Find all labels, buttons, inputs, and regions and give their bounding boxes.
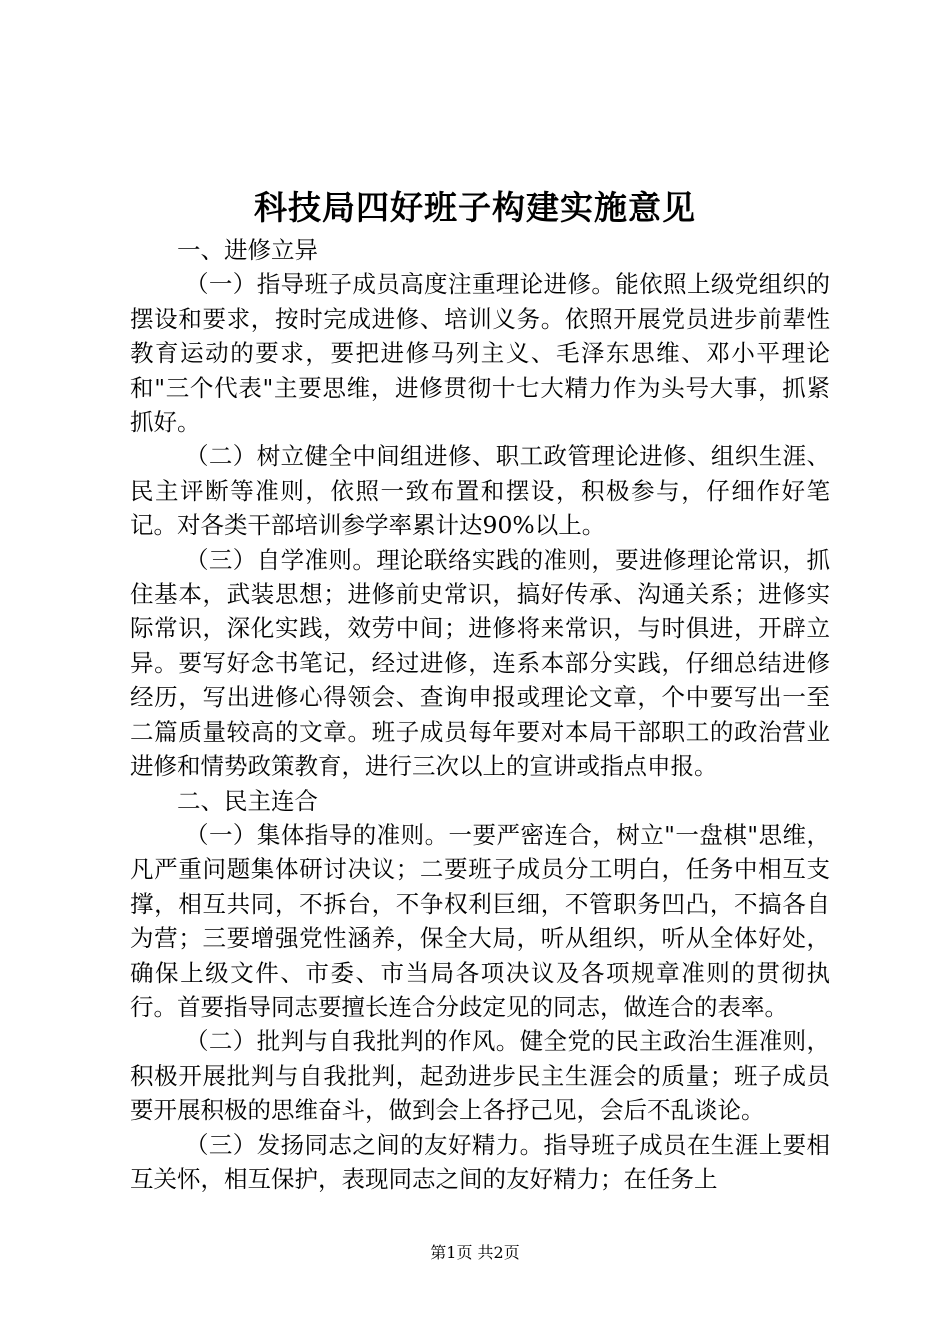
document-body [130, 233, 830, 1196]
paragraph-2-2: （二）批判与自我批判的作风。健全党的民主政治生涯准则，积极开展批判与自我批判，起劲进步民主生涯会的质量；班子成员要开展积极的思维奋斗，做到会上各抒己见，会后不乱谈论。 [130, 1027, 830, 1125]
paragraph-2-3: （三）发扬同志之间的友好精力。指导班子成员在生涯上要相互关怀，相互保护，表现同志之间的友好精力；在任务上 [130, 1130, 830, 1193]
section-heading-1: 一、进修立异 [177, 236, 318, 264]
page-footer: 第1页 共2页 [430, 1243, 520, 1262]
paragraph-1-3: （三）自学准则。理论联络实践的准则，要进修理论常识，抓住基本，武装思想；进修前史常识，搞好传承、沟通关系；进修实际常识，深化实践，效劳中间；进修将来常识，与时俱进，开辟立异。要写好念书笔记，经过进修，连系本部分实践，仔细总结进修经历，写出进修心得领会、查询申报或理论文章，个中要写出一至二篇质量较高的文章。班子成员每年要对本局干部职工的政治营业进修和情势政策教育，进行三次以上的宣讲或指点申报。 [130, 545, 830, 781]
paragraph-1-2: （二）树立健全中间组进修、职工政管理论进修、组织生涯、民主评断等准则，依照一致布置和摆设，积极参与，仔细作好笔记。对各类干部培训参学率累计达90%以上。 [130, 442, 830, 540]
paragraph-1-1: （一）指导班子成员高度注重理论进修。能依照上级党组织的摆设和要求，按时完成进修、培训义务。依照开展党员进步前辈性教育运动的要求，要把进修马列主义、毛泽东思维、邓小平理论和"三个代表"主要思维，进修贯彻十七大精力作为头号大事，抓紧抓好。 [130, 270, 830, 437]
paragraph-2-1: （一）集体指导的准则。一要严密连合，树立"一盘棋"思维，凡严重问题集体研讨决议；二要班子成员分工明白，任务中相互支撑，相互共同，不拆台，不争权利巨细，不管职务凹凸，不搞各自为营；三要增强党性涵养，保全大局，听从组织，听从全体好处，确保上级文件、市委、市当局各项决议及各项规章准则的贯彻执行。首要指导同志要擅长连合分歧定见的同志，做连合的表率。 [130, 820, 830, 1021]
document-title: 科技局四好班子构建实施意见 [254, 188, 696, 227]
section-heading-2: 二、民主连合 [177, 786, 318, 815]
